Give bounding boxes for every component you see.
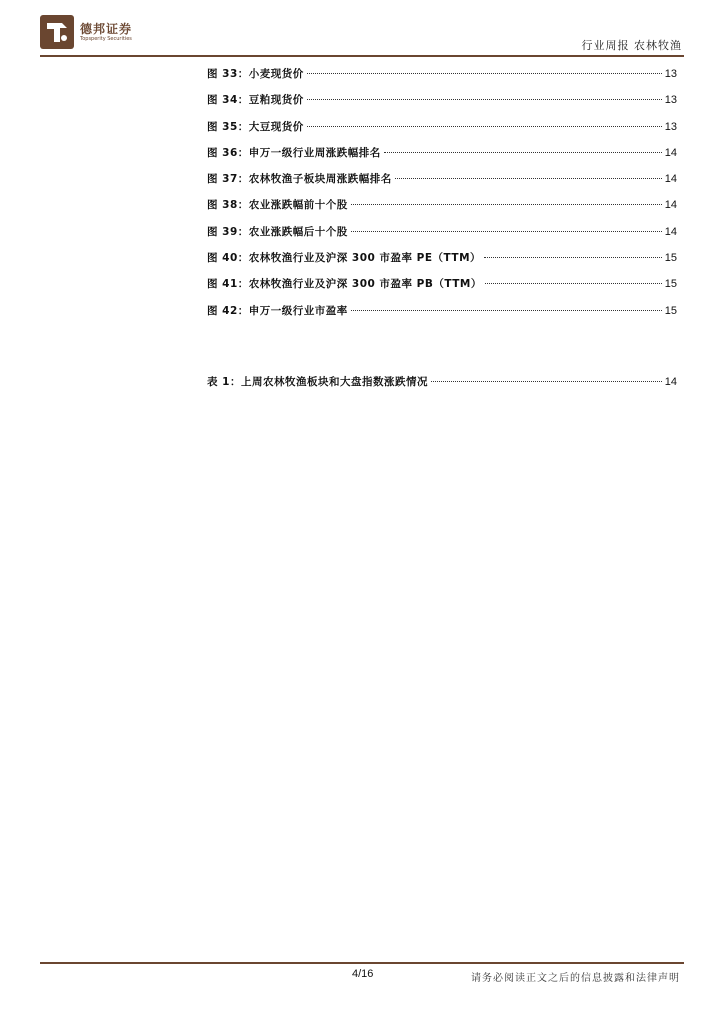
table-of-contents: [207, 66, 677, 400]
toc-entry-figure-38[interactable]: [207, 197, 677, 223]
toc-entry-label: 图 41：农林牧渔行业及沪深 300 市盈率 PB（TTM）: [207, 278, 482, 291]
toc-entry-figure-41[interactable]: [207, 276, 677, 302]
toc-entry-page: 14: [664, 375, 677, 388]
toc-entry-table-1[interactable]: [207, 374, 677, 400]
toc-entry-label: 图 39：农业涨跌幅后十个股: [207, 225, 348, 238]
toc-entry-page: 14: [664, 225, 677, 238]
toc-entry-figure-35[interactable]: [207, 119, 677, 145]
dot-leader: [307, 99, 662, 100]
toc-entry-label: 图 33：小麦现货价: [207, 68, 304, 80]
logo-text: [80, 22, 132, 43]
toc-entry-page: 13: [664, 94, 677, 107]
toc-entry-page: 14: [664, 199, 677, 212]
toc-entry-label: 图 42：申万一级行业市盈率: [207, 304, 348, 317]
dot-leader: [384, 152, 662, 153]
toc-entry-label: 表 1：上周农林牧渔板块和大盘指数涨跌情况: [207, 375, 428, 388]
toc-entry-label: 图 38：农业涨跌幅前十个股: [207, 199, 348, 212]
dot-leader: [351, 204, 662, 205]
toc-entry-figure-37[interactable]: [207, 171, 677, 197]
dot-leader: [485, 283, 662, 284]
toc-entry-label: 图 35：大豆现货价: [207, 120, 304, 133]
dot-leader: [484, 257, 662, 258]
dot-leader: [351, 231, 662, 232]
toc-entry-label: 图 34：豆粕现货价: [207, 94, 304, 107]
toc-entry-label: 图 36：申万一级行业周涨跌幅排名: [207, 146, 381, 159]
toc-entry-figure-34[interactable]: [207, 92, 677, 118]
toc-entry-label: 图 40：农林牧渔行业及沪深 300 市盈率 PE（TTM）: [207, 252, 482, 265]
footer-divider: [40, 962, 684, 964]
logo-name-cn: 德邦证券: [80, 21, 133, 36]
toc-entry-figure-42[interactable]: [207, 303, 677, 329]
logo-name-en: Topsperity Securities: [80, 35, 132, 42]
page-number: 4/16: [352, 968, 374, 980]
disclaimer-note: 请务必阅读正文之后的信息披露和法律声明: [471, 973, 680, 984]
section-spacer: [207, 329, 677, 374]
dot-leader: [431, 381, 662, 382]
toc-entry-page: 14: [664, 173, 677, 186]
toc-entry-page: 15: [664, 304, 677, 317]
dot-leader: [351, 310, 662, 311]
toc-entry-page: 13: [664, 68, 677, 80]
header-divider: [40, 55, 684, 57]
toc-entry-page: 14: [664, 146, 677, 159]
topsperity-logo-icon: [40, 15, 74, 49]
toc-entry-figure-40[interactable]: [207, 250, 677, 276]
company-logo: [40, 14, 132, 50]
toc-entry-figure-33[interactable]: [207, 66, 677, 92]
toc-entry-page: 13: [664, 120, 677, 133]
toc-entry-figure-36[interactable]: [207, 145, 677, 171]
dot-leader: [307, 126, 662, 127]
toc-entry-label: 图 37：农林牧渔子板块周涨跌幅排名: [207, 173, 392, 186]
toc-entry-page: 15: [664, 278, 677, 291]
toc-entry-page: 15: [664, 252, 677, 265]
dot-leader: [307, 73, 662, 74]
report-category: 行业周报 农林牧渔: [581, 39, 682, 52]
toc-entry-figure-39[interactable]: [207, 224, 677, 250]
dot-leader: [395, 178, 662, 179]
